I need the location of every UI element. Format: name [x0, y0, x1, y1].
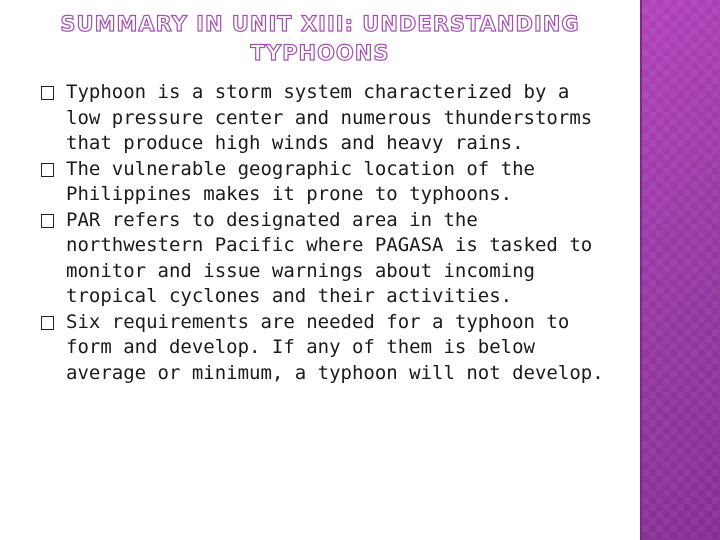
- square-bullet-icon: [41, 214, 54, 228]
- square-bullet-icon: [41, 86, 54, 100]
- decorative-side-bar: [642, 0, 720, 540]
- bullet-item: [40, 208, 610, 310]
- bullet-text: The vulnerable geographic location of the Philippines makes it prone to typhoons.: [66, 157, 535, 205]
- square-bullet-icon: [41, 316, 54, 330]
- slide-title: SUMMARY IN UNIT XIII: UNDERSTANDING TYPHOONS: [60, 12, 580, 65]
- bullet-text: Six requirements are needed for a typhoon to form and develop. If any of them is below average or minimum, a typhoon will not develop.: [66, 310, 604, 384]
- bullet-list: [40, 80, 610, 386]
- bullet-item: [40, 157, 610, 208]
- bullet-item: [40, 310, 610, 387]
- bullet-text: Typhoon is a storm system characterized by a low pressure center and numerous thunderstorms that produce high winds and heavy rains.: [66, 81, 593, 154]
- bullet-text: PAR refers to designated area in the northwestern Pacific where PAGASA is tasked to monitor and issue warnings about incoming tropical cyclones and their activities.: [66, 208, 593, 307]
- square-bullet-icon: [41, 163, 54, 177]
- bullet-item: [40, 80, 610, 157]
